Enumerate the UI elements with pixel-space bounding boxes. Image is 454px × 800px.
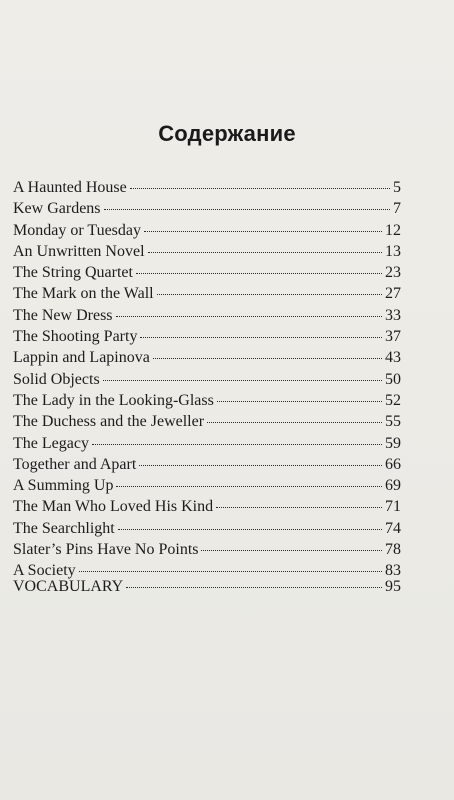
toc-entry-title: Lappin and Lapinova — [13, 349, 150, 367]
dot-leader — [153, 352, 382, 359]
table-of-contents — [13, 177, 401, 582]
dot-leader — [92, 438, 382, 445]
toc-entry-title: A Haunted House — [13, 179, 127, 196]
dot-leader — [126, 581, 382, 588]
toc-entry — [13, 177, 401, 198]
toc-entry-title: The Duchess and the Jeweller — [13, 413, 205, 431]
toc-entry-title: A Society — [13, 562, 76, 580]
toc-entry-page: 43 — [385, 349, 401, 367]
toc-entry-page: 33 — [385, 306, 401, 324]
toc-entry — [13, 518, 401, 539]
dot-leader — [103, 374, 382, 381]
toc-entry-page: 23 — [385, 264, 401, 282]
toc-entry-title: The New Dress — [13, 306, 113, 324]
toc-entry-page: 5 — [393, 179, 401, 196]
toc-entry-title: The Legacy — [13, 434, 89, 452]
toc-entry-page: 59 — [385, 434, 401, 452]
toc-entry-title: Kew Gardens — [13, 200, 101, 218]
toc-entry-title: VOCABULARY — [13, 578, 124, 595]
page-title: Содержание — [158, 121, 296, 146]
dot-leader — [157, 288, 382, 295]
toc-entry — [13, 475, 401, 496]
toc-entry-vocabulary — [13, 576, 401, 597]
toc-entry-page: 83 — [385, 562, 401, 580]
toc-entry-page: 78 — [385, 541, 401, 559]
toc-entry-page: 13 — [385, 242, 401, 260]
dot-leader — [207, 416, 382, 423]
toc-entry-title: A Summing Up — [13, 477, 114, 495]
toc-entry-page: 37 — [385, 328, 401, 346]
toc-entry — [13, 305, 401, 326]
toc-entry — [13, 347, 401, 368]
toc-entry-page: 69 — [385, 477, 401, 495]
toc-entry — [13, 496, 401, 517]
dot-leader — [136, 267, 382, 274]
toc-entry-title: The Shooting Party — [13, 328, 138, 346]
toc-entry-page: 12 — [385, 221, 401, 239]
toc-entry-title: The String Quartet — [13, 264, 133, 282]
dot-leader — [116, 480, 382, 487]
dot-leader — [216, 501, 382, 508]
toc-entry — [13, 369, 401, 390]
dot-leader — [118, 523, 382, 530]
toc-entry — [13, 241, 401, 262]
toc-entry-page: 7 — [393, 200, 401, 218]
toc-entry-title: Solid Objects — [13, 370, 100, 388]
dot-leader — [79, 565, 382, 572]
toc-entry — [13, 262, 401, 283]
toc-entry-title: An Unwritten Novel — [13, 242, 145, 260]
toc-entry-page: 95 — [385, 578, 401, 595]
toc-entry-title: The Lady in the Looking-Glass — [13, 391, 214, 409]
toc-entry-page: 50 — [385, 370, 401, 388]
toc-entry-title: The Mark on the Wall — [13, 285, 154, 303]
dot-leader — [104, 203, 390, 210]
toc-entry-title: The Searchlight — [13, 519, 115, 537]
toc-entry-title: Together and Apart — [13, 455, 137, 473]
dot-leader — [148, 246, 382, 253]
toc-entry-page: 66 — [385, 455, 401, 473]
dot-leader — [201, 544, 382, 551]
toc-entry-title: Slater’s Pins Have No Points — [13, 541, 199, 559]
toc-entry — [13, 390, 401, 411]
dot-leader — [140, 331, 382, 338]
toc-entry — [13, 454, 401, 475]
toc-entry — [13, 283, 401, 304]
dot-leader — [116, 310, 382, 317]
toc-entry — [13, 411, 401, 432]
toc-entry-page: 71 — [385, 498, 401, 516]
dot-leader — [130, 182, 390, 189]
toc-entry — [13, 539, 401, 560]
toc-entry — [13, 198, 401, 219]
dot-leader — [144, 225, 382, 232]
toc-entry — [13, 220, 401, 241]
toc-entry-page: 55 — [385, 413, 401, 431]
toc-entry — [13, 326, 401, 347]
toc-entry-title: The Man Who Loved His Kind — [13, 498, 214, 516]
dot-leader — [217, 395, 382, 402]
toc-entry-page: 52 — [385, 391, 401, 409]
toc-entry-title: Monday or Tuesday — [13, 221, 142, 239]
toc-entry — [13, 433, 401, 454]
toc-entry-page: 27 — [385, 285, 401, 303]
dot-leader — [139, 459, 382, 466]
toc-entry-page: 74 — [385, 519, 401, 537]
